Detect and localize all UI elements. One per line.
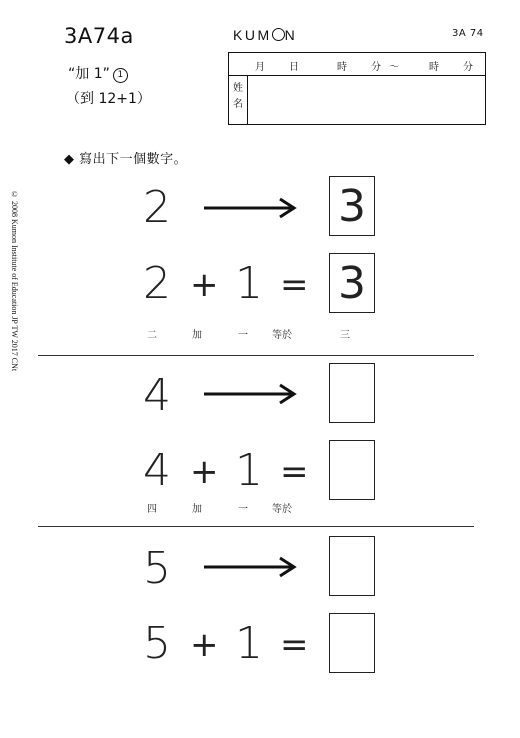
name-label: 姓 名 bbox=[229, 75, 248, 125]
plus-sign-p2: + bbox=[190, 452, 219, 492]
reading-p2-equals: 等於 bbox=[272, 504, 292, 515]
worksheet-title: “加 1” 1 bbox=[68, 63, 128, 83]
reading-p1-one: 一 bbox=[238, 330, 248, 341]
diamond-icon: ◆ bbox=[64, 152, 80, 167]
section-divider bbox=[38, 526, 474, 527]
equals-sign-p1: = bbox=[280, 265, 309, 305]
instruction: ◆ 寫出下一個數字。 bbox=[64, 152, 188, 167]
number-p3: 5 bbox=[143, 543, 171, 594]
section-divider bbox=[38, 355, 474, 356]
answer-box-sum-p3[interactable] bbox=[329, 613, 375, 673]
reading-p1-answer: 三 bbox=[340, 330, 350, 341]
reading-p2-plus: 加 bbox=[192, 504, 202, 515]
kumon-logo: KUM N bbox=[233, 27, 298, 43]
worksheet-subtitle: （到 12+1） bbox=[66, 91, 151, 107]
answer-box-arrow-p3[interactable] bbox=[329, 536, 375, 596]
reading-p2-one: 一 bbox=[238, 504, 248, 515]
answer-box-arrow-p1[interactable]: 3 bbox=[329, 176, 375, 236]
month-label: 月 bbox=[255, 62, 265, 73]
level-circle: 1 bbox=[113, 68, 128, 83]
tilde-label: 〜 bbox=[389, 62, 399, 73]
reading-p2-number: 四 bbox=[147, 504, 157, 515]
answer-box-arrow-p2[interactable] bbox=[329, 363, 375, 423]
number-p2: 4 bbox=[143, 370, 171, 421]
reading-p1-equals: 等於 bbox=[272, 330, 292, 341]
worksheet-code-right: 3A 74 bbox=[452, 28, 484, 39]
one-p3: 1 bbox=[235, 618, 263, 669]
reading-p1-plus: 加 bbox=[192, 330, 202, 341]
addend-p3: 5 bbox=[143, 618, 171, 669]
arrow-icon bbox=[202, 555, 298, 579]
addend-p2: 4 bbox=[143, 445, 171, 496]
worksheet-code: 3A74a bbox=[64, 24, 134, 48]
hour-label-1: 時 bbox=[337, 62, 347, 73]
minute-label-1: 分 bbox=[371, 62, 381, 73]
copyright-notice: © 2008 Kumon Institute of Education JP TW 2017 CNt bbox=[10, 190, 19, 372]
hour-label-2: 時 bbox=[429, 62, 439, 73]
logo-circle-icon bbox=[272, 28, 285, 41]
addend-p1: 2 bbox=[143, 258, 171, 309]
arrow-icon bbox=[202, 196, 298, 220]
equals-sign-p2: = bbox=[280, 452, 309, 492]
minute-label-2: 分 bbox=[463, 62, 473, 73]
number-p1: 2 bbox=[143, 182, 171, 233]
answer-box-sum-p1[interactable]: 3 bbox=[329, 253, 375, 313]
answer-box-sum-p2[interactable] bbox=[329, 440, 375, 500]
one-p1: 1 bbox=[235, 258, 263, 309]
equals-sign-p3: = bbox=[280, 625, 309, 665]
date-time-row bbox=[229, 53, 485, 76]
one-p2: 1 bbox=[235, 445, 263, 496]
plus-sign-p1: + bbox=[190, 265, 219, 305]
arrow-icon bbox=[202, 382, 298, 406]
plus-sign-p3: + bbox=[190, 625, 219, 665]
reading-p1-number: 二 bbox=[147, 330, 157, 341]
day-label: 日 bbox=[289, 62, 299, 73]
student-info-box bbox=[228, 52, 486, 125]
